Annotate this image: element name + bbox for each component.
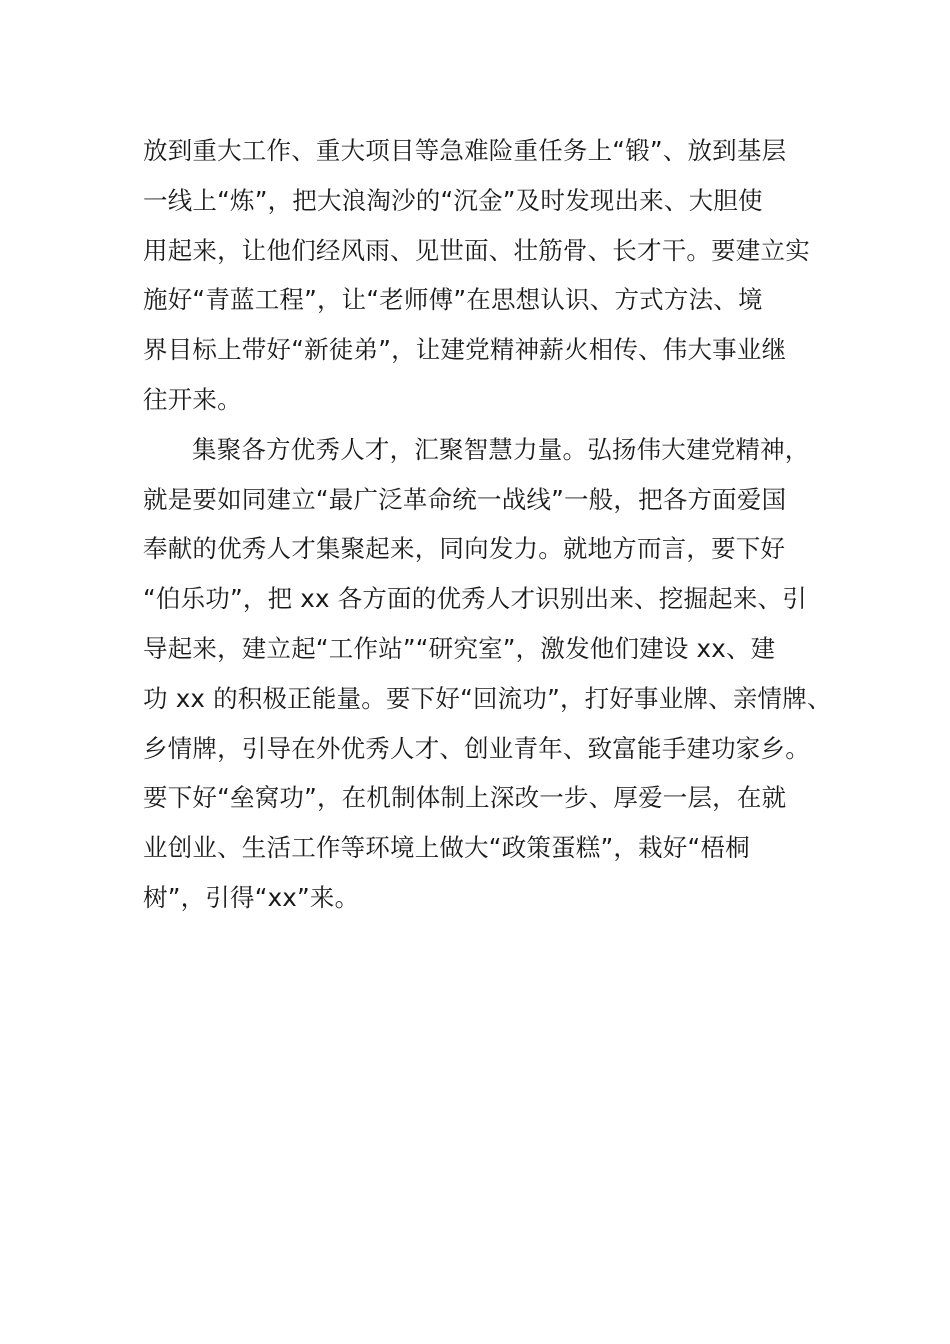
paragraph-line: 用起来，让他们经风雨、见世面、壮筋骨、长才干。要建立实 xyxy=(143,235,810,265)
paragraph-line: 往开来。 xyxy=(143,384,242,414)
paragraph-line: 导起来，建立起“工作站”“研究室”，激发他们建设 xx、建 xyxy=(143,633,776,663)
paragraph-line: 业创业、生活工作等环境上做大“政策蛋糕”，栽好“梧桐 xyxy=(143,833,750,863)
paragraph-line: 一线上“炼”，把大浪淘沙的“沉金”及时发现出来、大胆使 xyxy=(143,185,763,215)
paragraph-line: 要下好“垒窝功”，在机制体制上深改一步、厚爱一层，在就 xyxy=(143,783,787,813)
document-body xyxy=(143,126,833,923)
paragraph-line: 施好“青蓝工程”，让“老师傅”在思想认识、方式方法、境 xyxy=(143,285,763,315)
paragraph-line: “伯乐功”，把 xx 各方面的优秀人才识别出来、挖掘起来、引 xyxy=(143,584,807,614)
paragraph-2 xyxy=(143,425,833,923)
paragraph-line: 树”，引得“xx”来。 xyxy=(143,882,360,912)
paragraph-line: 界目标上带好“新徒弟”，让建党精神薪火相传、伟大事业继 xyxy=(143,335,787,365)
paragraph-line: 奉献的优秀人才集聚起来，同向发力。就地方而言，要下好 xyxy=(143,534,786,564)
paragraph-line: 功 xx 的积极正能量。要下好“回流功”，打好事业牌、亲情牌、 xyxy=(143,683,832,713)
paragraph-1 xyxy=(143,126,833,425)
paragraph-line: 就是要如同建立“最广泛革命统一战线”一般，把各方面爱国 xyxy=(143,484,787,514)
paragraph-line: 集聚各方优秀人才，汇聚智慧力量。弘扬伟大建党精神， xyxy=(192,434,810,464)
paragraph-line: 放到重大工作、重大项目等急难险重任务上“锻”、放到基层 xyxy=(143,136,787,165)
paragraph-line: 乡情牌，引导在外优秀人才、创业青年、致富能手建功家乡。 xyxy=(143,733,810,763)
